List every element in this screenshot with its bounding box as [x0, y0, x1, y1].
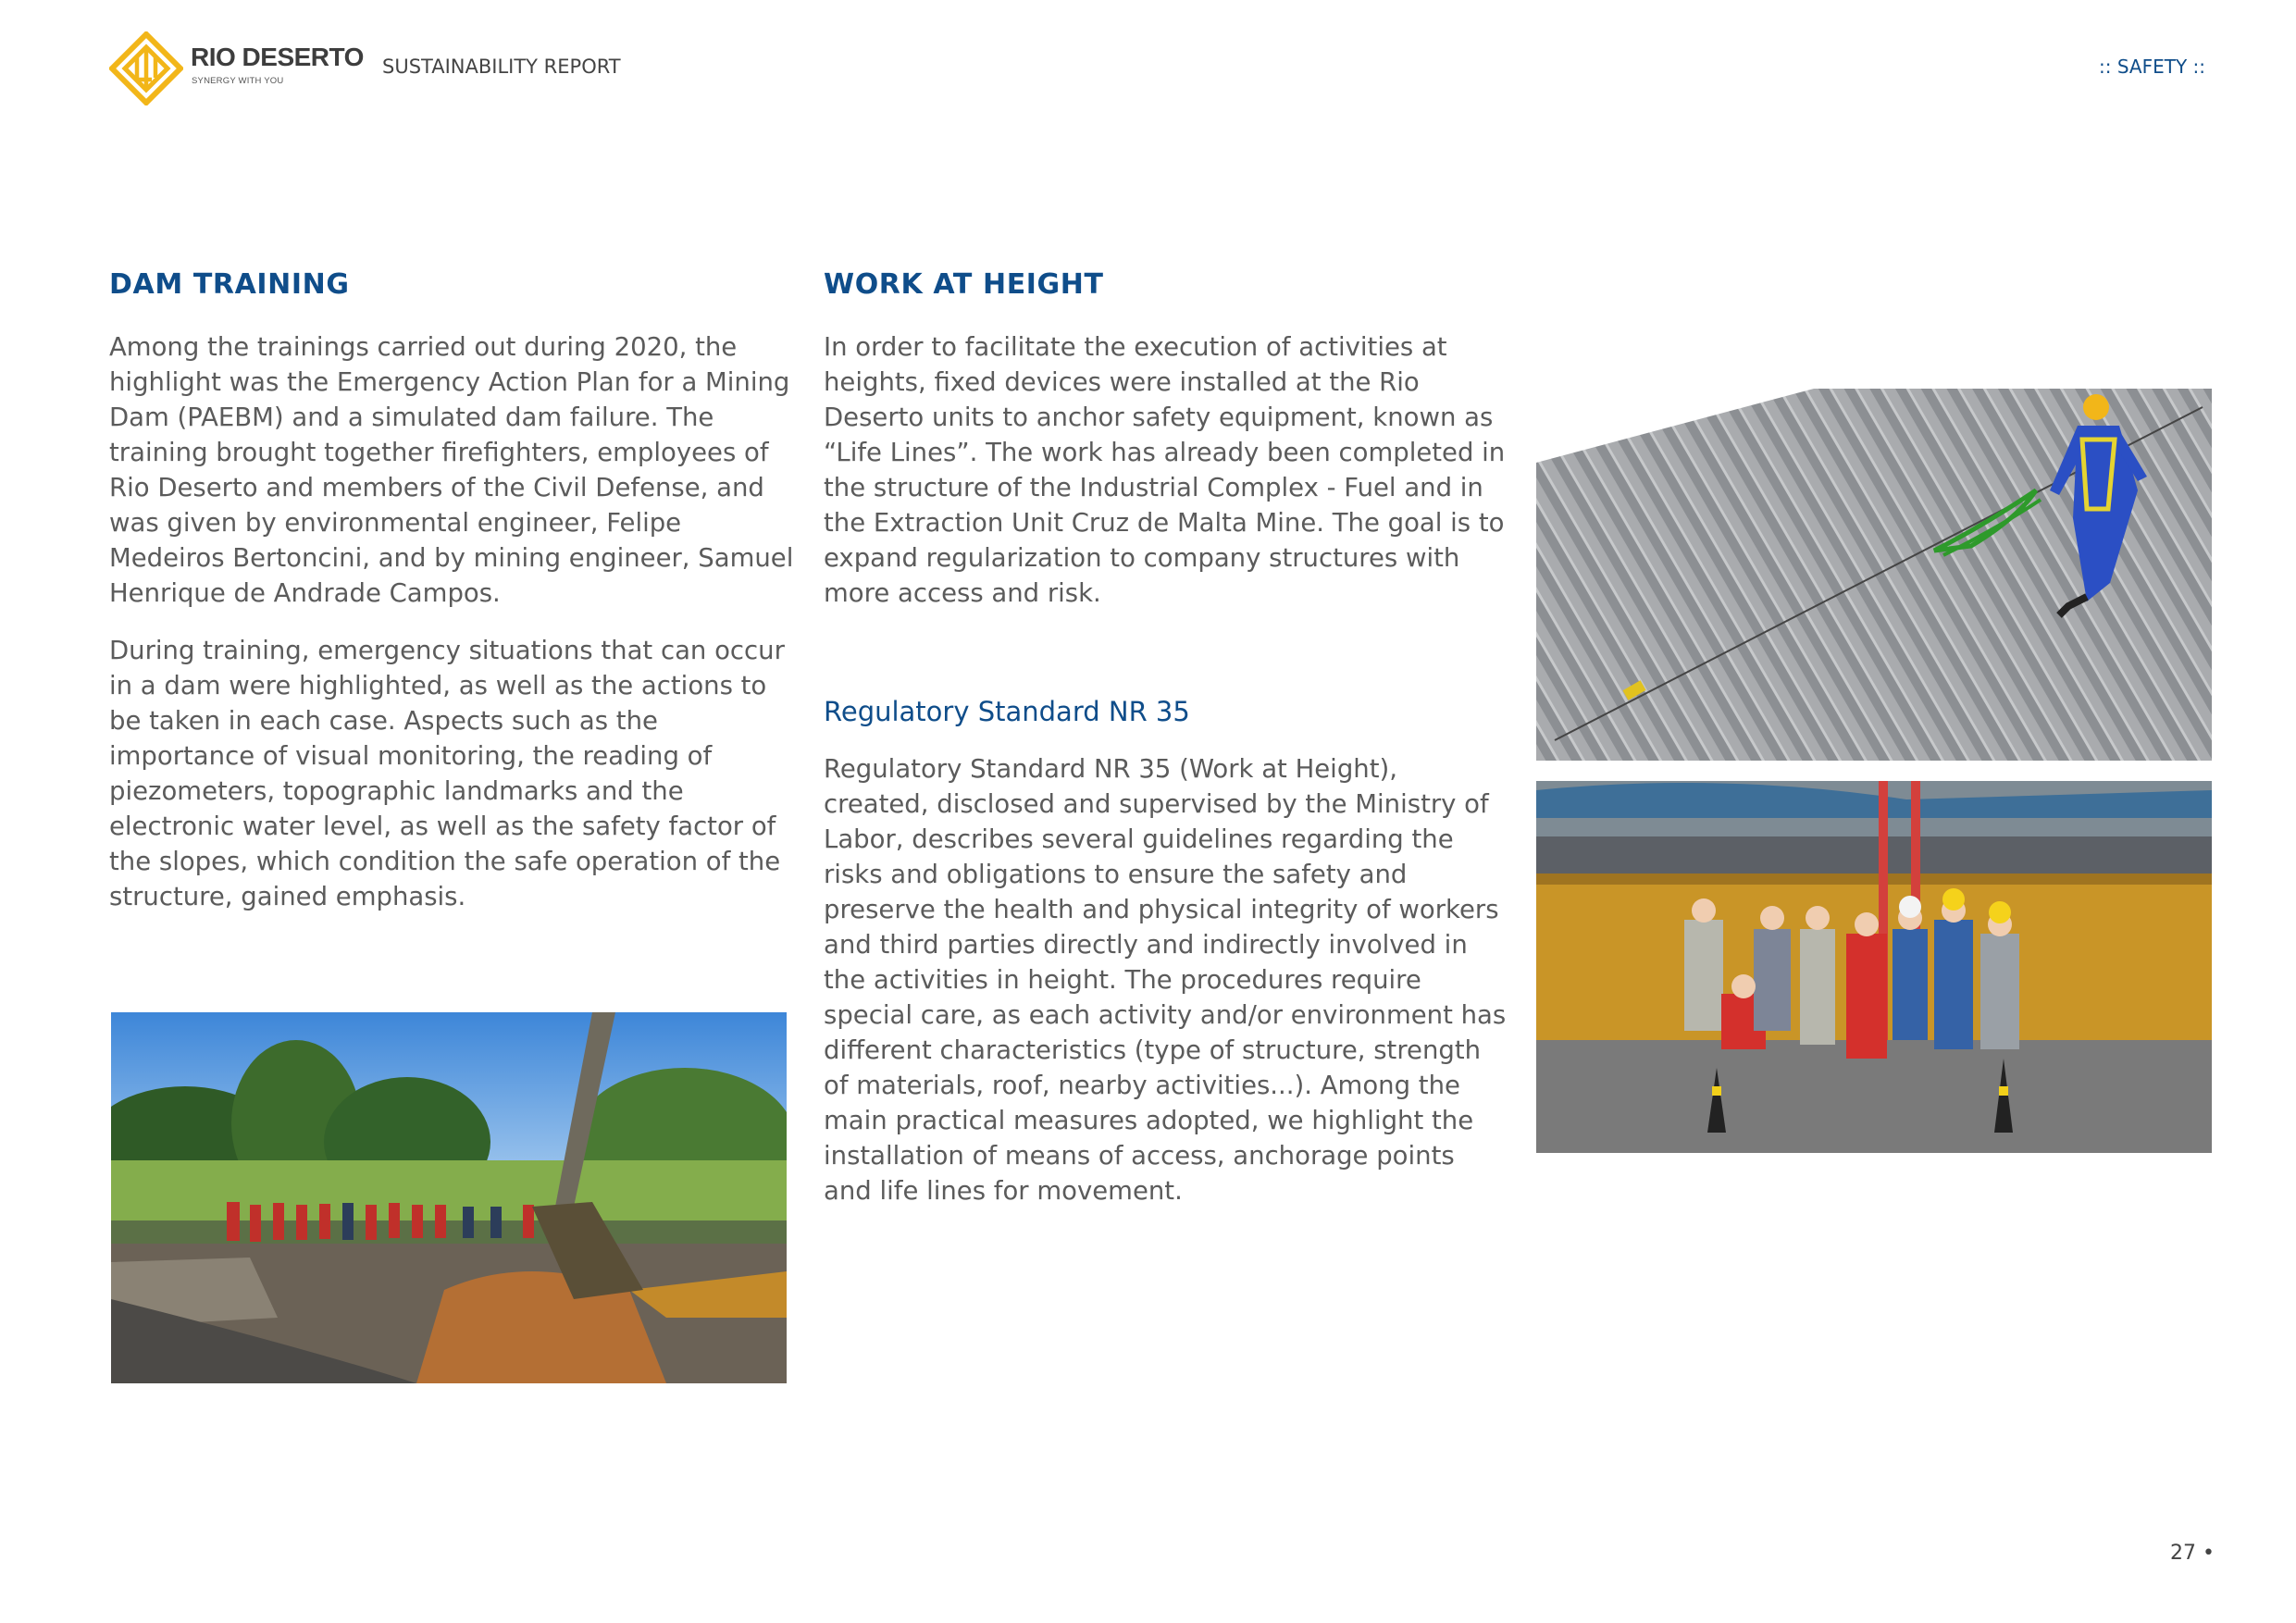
work-at-height-heading: WORK AT HEIGHT: [824, 268, 1104, 301]
dam-training-section: [109, 266, 794, 914]
dam-training-paragraph-2: During training, emergency situations that can occur in a dam were highlighted, as well as the actions to be taken in each case. Aspects such as the importance of visual monitoring, the reading of piezometers, topographic landmarks and the electronic water level, as well as the safety factor of the slopes, which condition the safe operation of the structure, gained emphasis.: [109, 636, 785, 911]
nr35-subheading: Regulatory Standard NR 35: [824, 696, 1190, 727]
work-at-height-paragraph: In order to facilitate the execution of activities at heights, fixed devices were installed at the Rio Deserto units to anchor safety equipment, known as “Life Lines”. The work has already been completed in the structure of the Industrial Complex - Fuel and in the Extraction Unit Cruz de Malta Mine. The goal is to expand regularization to company structures with more access and risk.: [824, 332, 1506, 608]
dam-training-paragraph-1: Among the trainings carried out during 2020, the highlight was the Emergency Action Plan for a Mining Dam (PAEBM) and a simulated dam failure. The training brought together firefighters, employees of Rio Deserto and members of the Civil Defense, and was given by environmental engineer, Felipe Medeiros Bertoncini, and by mining engineer, Samuel Henrique de Andrade Campos.: [109, 332, 794, 608]
report-title: SUSTAINABILITY REPORT: [382, 56, 621, 78]
rio-deserto-logo: [109, 31, 183, 105]
work-at-height-team-photo: [1536, 781, 2212, 1153]
section-tag: :: SAFETY ::: [2099, 56, 2205, 78]
brand-tagline: SYNERGY WITH YOU: [192, 76, 284, 86]
page-number: 27 •: [2170, 1542, 2215, 1565]
dam-training-heading: DAM TRAINING: [109, 268, 350, 301]
brand-name: RIO DESERTO: [191, 43, 364, 71]
work-at-height-section: [824, 266, 1508, 1208]
nr35-paragraph: Regulatory Standard NR 35 (Work at Height), created, disclosed and supervised by the Ministry of Labor, describes several guidelines regarding the risks and obligations to ensure the safety and preserve the health and physical integrity of workers and third parties directly and indirectly involved in the activities in height. The procedures require special care, as each activity and/or environment has different characteristics (type of structure, strength of materials, roof, nearby activities...). Among the main practical measures adopted, we highlight the installation of means of access, anchorage points and life lines for movement.: [824, 754, 1507, 1206]
life-line-roof-illustration: [1536, 389, 2212, 761]
dam-training-photo: [111, 1012, 787, 1383]
